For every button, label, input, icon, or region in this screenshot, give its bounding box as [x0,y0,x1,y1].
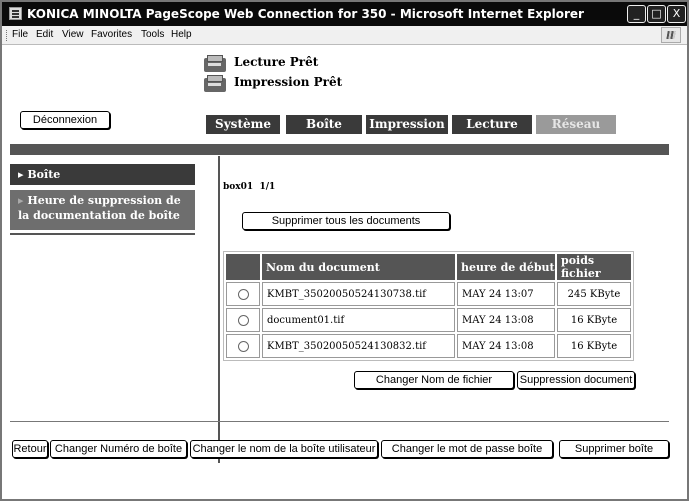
document-table [223,251,634,361]
menu-grip [6,30,8,41]
document-name: KMBT_35020050524130738.tif [262,282,455,306]
document-size: 245 KByte [557,282,631,306]
sidebar-divider [10,233,195,235]
row-radio[interactable] [238,341,249,352]
menu-edit[interactable]: Edit [36,29,54,40]
menu-tools[interactable]: Tools [141,29,165,40]
change-box-name-button[interactable]: Changer le nom de la boîte utilisateur [190,440,378,458]
column-header-time: heure de début [457,254,555,280]
document-name: KMBT_35020050524130832.tif [262,334,455,358]
tab-impression[interactable]: Impression [366,115,448,134]
box-name: box01 [223,182,254,192]
document-size: 16 KByte [557,308,631,332]
tab-boite[interactable]: Boîte [286,115,362,134]
triangle-right-icon: ▸ [18,194,24,207]
document-name: document01.tif [262,308,455,332]
document-time: MAY 24 13:07 [457,282,555,306]
sidebar-item-boite[interactable] [10,164,195,185]
menu-favorites[interactable]: Favorites [91,29,133,40]
table-row [226,334,631,358]
document-time: MAY 24 13:08 [457,308,555,332]
menu-view[interactable]: View [62,29,84,40]
title-bar [2,2,687,26]
sidebar-item-label: Boîte [27,168,61,181]
row-select-cell [226,334,260,358]
scanner-icon [204,58,226,72]
table-row [226,282,631,306]
row-select-cell [226,308,260,332]
printer-icon [204,78,226,92]
column-header-select [226,254,260,280]
column-header-name: Nom du document [262,254,455,280]
rename-file-button[interactable]: Changer Nom de fichier [354,371,514,389]
delete-document-button[interactable]: Suppression document [517,371,635,389]
vertical-divider [218,156,220,463]
tab-lecture[interactable]: Lecture [452,115,532,134]
back-button[interactable]: Retour [12,440,48,458]
logout-button[interactable]: Déconnexion [20,111,110,129]
triangle-right-icon: ▸ [18,168,24,181]
row-radio[interactable] [238,315,249,326]
delete-box-button[interactable]: Supprimer boîte [559,440,669,458]
browser-app-icon [9,7,22,20]
menu-bar [2,26,687,45]
menu-file[interactable]: File [12,29,29,40]
tab-systeme[interactable]: Système [206,115,280,134]
table-row [226,308,631,332]
delete-all-documents-button[interactable]: Supprimer tous les documents [242,212,450,230]
print-status: Impression Prêt [234,75,343,89]
header-divider-bar [10,144,669,155]
scan-status: Lecture Prêt [234,55,319,69]
page-content [2,46,687,499]
close-button[interactable]: X [667,5,686,23]
document-time: MAY 24 13:08 [457,334,555,358]
row-select-cell [226,282,260,306]
maximize-button[interactable]: □ [647,5,666,23]
table-header-row [226,254,631,280]
change-box-password-button[interactable]: Changer le mot de passe boîte [381,440,553,458]
window-title: KONICA MINOLTA PageScope Web Connection for 350 - Microsoft Internet Explorer [27,7,584,21]
change-box-number-button[interactable]: Changer Numéro de boîte [50,440,187,458]
document-size: 16 KByte [557,334,631,358]
sidebar-item-deletion-time[interactable] [10,190,195,230]
tab-reseau: Réseau [536,115,616,134]
page-indicator: 1/1 [259,182,276,192]
menu-help[interactable]: Help [171,29,192,40]
row-radio[interactable] [238,289,249,300]
windows-flag-icon [661,27,681,43]
bottom-divider [10,421,669,422]
sidebar-item-label: Heure de suppression de la documentation de boîte [18,194,181,222]
box-page-info [223,182,275,192]
column-header-size: poids fichier [557,254,631,280]
minimize-button[interactable]: _ [627,5,646,23]
